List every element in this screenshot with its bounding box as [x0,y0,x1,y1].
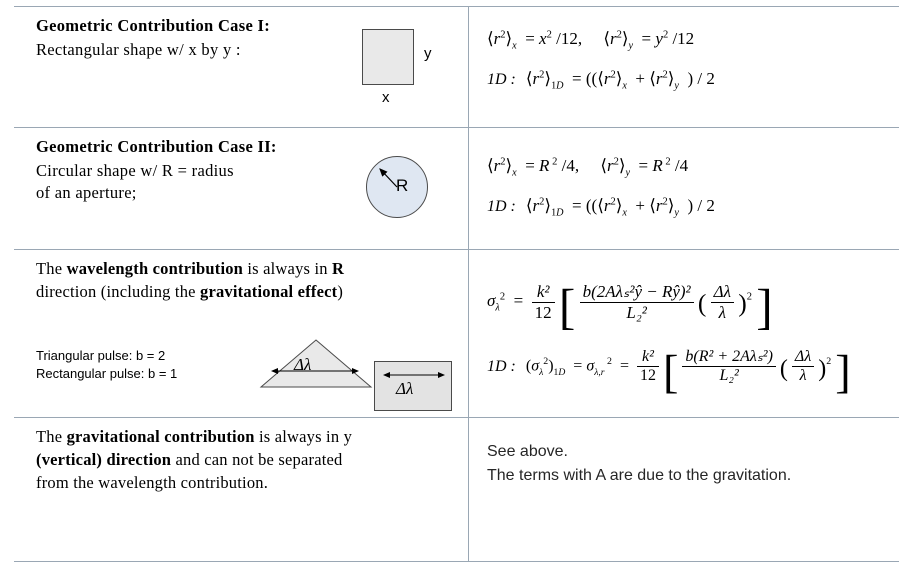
case-2-equation-2: $⟨r^2⟩_{1D}$ = (($⟨r^2⟩_x$ + $⟨r^2⟩_y$ ) / 2 [525,196,715,219]
wavelength-equation-1: $\sigma_\lambda^2$ = $\frac{\text{k²}}{12}$ [ $\frac{\text{b(2Aλₛ²ŷ − Rŷ)²}}{\text{L₂²}}$ ( $\frac{\Delta\lambda}{\lambda}$ )$^2$ ] [487,279,773,335]
case-2-description-line-2: of an aperture; [36,182,137,202]
rectangle-label-y: y [424,45,432,62]
wavelength-heading-bold-2: R [332,259,345,278]
wavelength-eq2-inner-fraction: $\frac{\text{b(R² + 2Aλₛ²)}}{\text{L₂²}}$ [682,348,776,386]
case-1-equation-1: $⟨r^2⟩_x = x^2$ /12, $⟨r^2⟩_y = y^2$ /12 [487,29,695,52]
wavelength-eq2-ratio: $\frac{\Delta\lambda}{\lambda}$ [792,348,814,386]
case-1-heading: Geometric Contribution Case I: [36,16,271,35]
rectangle-width-arrow-icon [378,368,450,382]
rectangle-delta-lambda-label: Δλ [396,379,414,398]
triangle-width-arrow-icon [266,364,364,378]
gravitational-note-line-1: See above. [487,443,568,460]
gravitational-note-cell [469,418,899,561]
case-2-description-cell [14,128,469,249]
gravitational-heading-line-2 [36,449,458,472]
wavelength-heading-line-2 [36,281,458,304]
case-2-description-line-1: Circular shape w/ R = radius [36,160,234,180]
wavelength-eq1-inner-fraction: $\frac{\text{b(2Aλₛ²ŷ − Rŷ)²}}{\text{L₂²}}$ [580,282,694,322]
case-1-description: Rectangular shape w/ x by y : [36,39,241,59]
wavelength-heading-text-1: The [36,259,67,278]
gravitational-heading-text-1: The [36,427,67,446]
case-2-heading: Geometric Contribution Case II: [36,137,277,156]
gravitational-heading-line-3: from the wavelength contribution. [36,472,269,492]
table-row [14,418,899,561]
gravitational-heading-line2-bold: (vertical) direction [36,449,172,469]
case-1-equations-cell [469,7,899,127]
wavelength-heading-line2-text-1: direction (including the [36,281,200,301]
wavelength-eq1-prefactor: $\frac{\text{k²}}{12}$ [532,282,555,322]
wavelength-equation-2: $(\sigma_\lambda^2)_{1D} = \sigma_{\lambda,r}$ $^2$ = $\frac{\text{k²}}{12}$ [ $\frac{\text{b(R² + 2Aλₛ²)}}{\text{L₂²}}$ ( $\frac{\Delta\lambda}{\lambda}$ )$^2$ ] [525,347,851,399]
table-row [14,128,899,250]
triangular-pulse-label: Triangular pulse: b = 2 [36,347,166,363]
case-2-equation-1: $⟨r^2⟩_x = R$ $^2$ /4, $⟨r^2⟩_y = R$ $^2$ /4 [487,156,689,179]
case-2-equation-2-tag: 1D : [487,198,516,216]
wavelength-heading-bold-1: wavelength contribution [66,259,244,278]
wavelength-heading-line2-text-2: ) [337,281,344,301]
rectangle-shape-figure [362,29,414,85]
circle-radius-label: R [396,176,409,195]
gravitational-heading-line2-text: and can not be separated [171,449,343,469]
case-1-equation-2-tag: 1D : [487,71,516,89]
gravitational-description-cell [14,418,469,561]
wavelength-heading-text-2: is always in [243,259,333,278]
wavelength-equation-2-tag: 1D : [487,357,516,375]
wavelength-eq1-ratio: $\frac{\Delta\lambda}{\lambda}$ [711,282,734,322]
table-row [14,250,899,418]
rectangle-label-x: x [382,89,390,106]
gravitational-note-line-2: The terms with A are due to the gravitation. [487,467,792,484]
wavelength-heading-line2-bold: gravitational effect [200,281,338,301]
gravitational-heading-text-2: is always in y [254,427,353,446]
contributions-table [14,6,899,562]
gravitational-heading [36,426,458,449]
table-row [14,7,899,128]
case-1-description-cell [14,7,469,127]
rectangular-pulse-label: Rectangular pulse: b = 1 [36,366,178,382]
wavelength-heading [36,258,458,281]
case-2-equations-cell [469,128,899,249]
triangle-delta-lambda-label: Δλ [294,355,312,374]
wavelength-eq2-prefactor: $\frac{\text{k²}}{12}$ [637,348,659,386]
wavelength-description-cell [14,250,469,417]
case-1-equation-2: $⟨r^2⟩_{1D}$ = (($⟨r^2⟩_x$ + $⟨r^2⟩_y$ ) / 2 [525,69,715,92]
gravitational-heading-bold-1: gravitational contribution [66,427,255,446]
wavelength-equations-cell [469,250,899,417]
